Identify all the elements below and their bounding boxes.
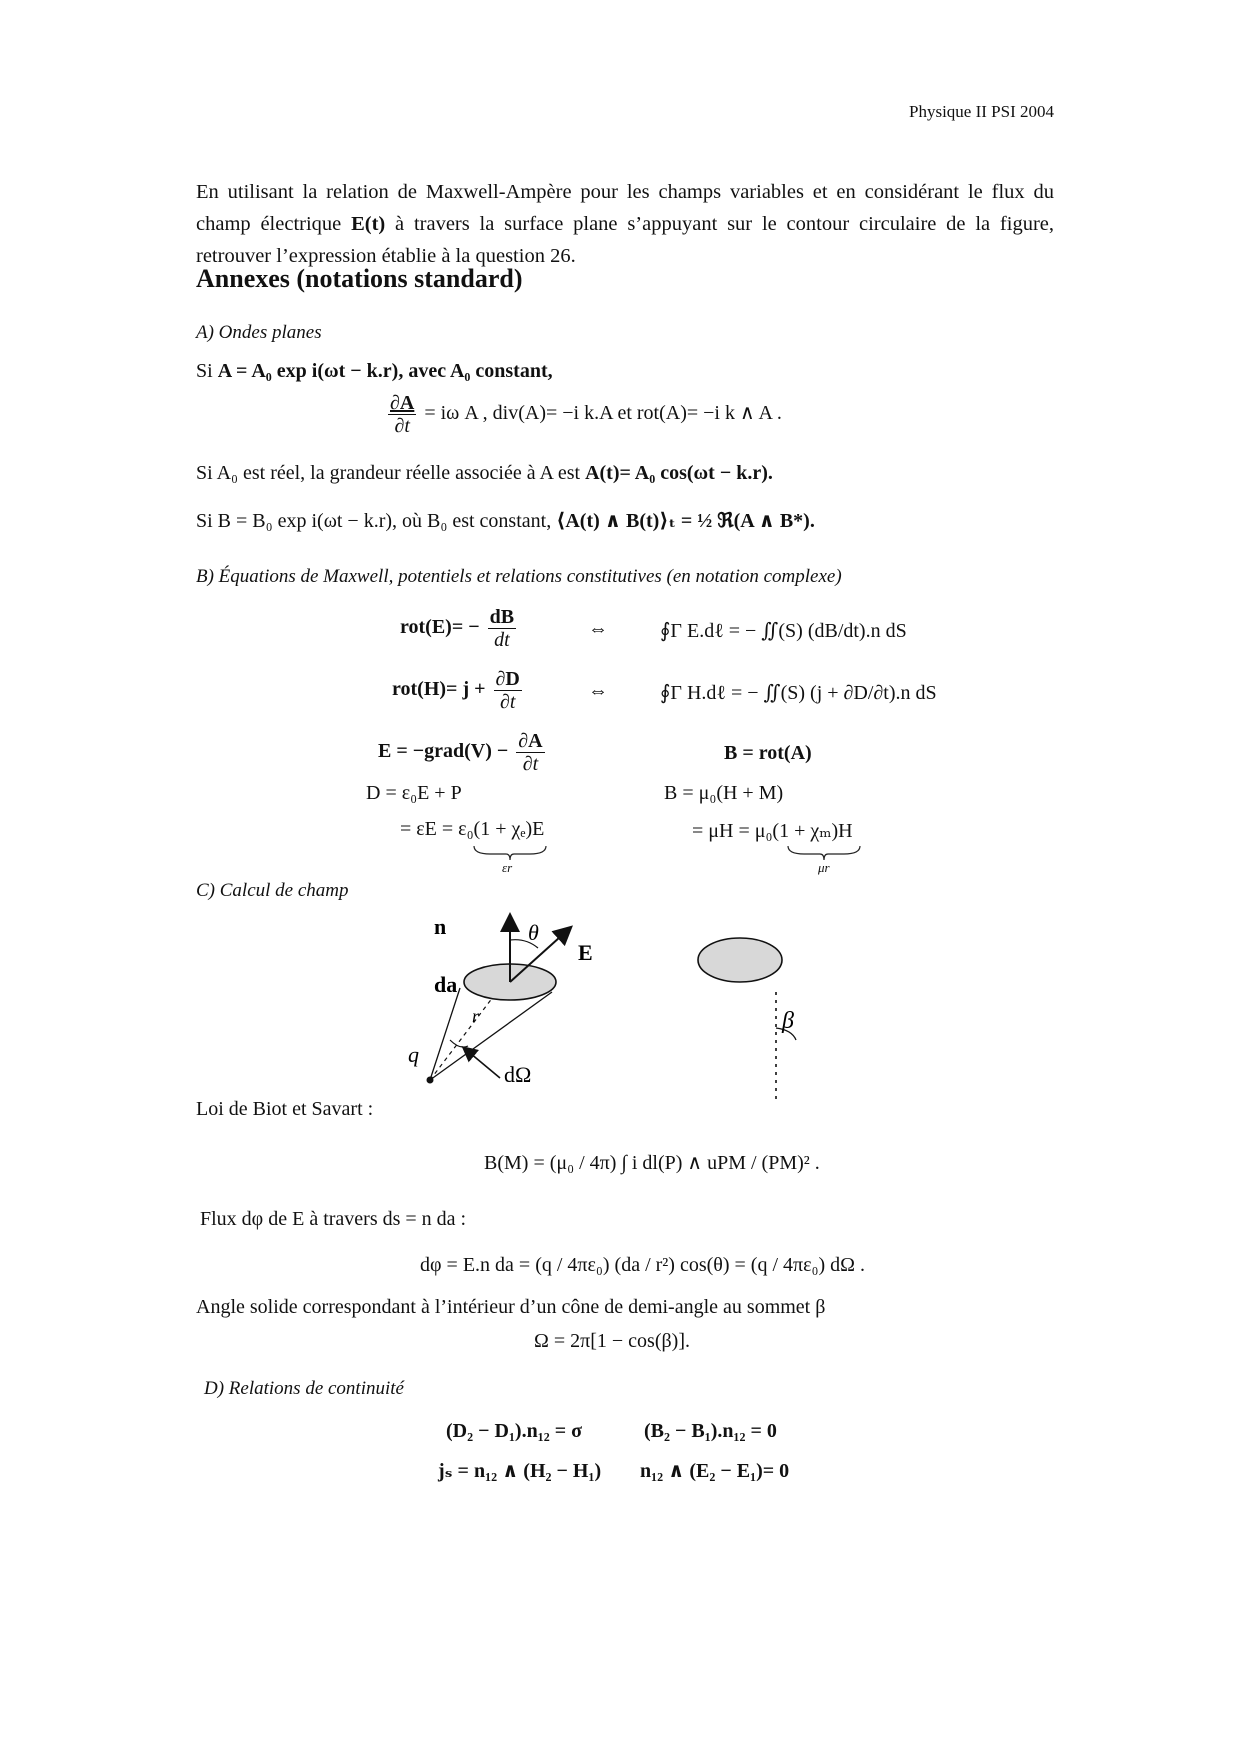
flux-title: Flux dφ de E à travers ds = n da :: [200, 1208, 467, 1230]
domega-arrow: [464, 1048, 500, 1078]
label-theta: θ: [528, 920, 539, 945]
label-r: r: [472, 1006, 480, 1026]
ondes-l1-expr: A = A₀ exp i(ωt − k.r), avec A₀ constant,: [217, 360, 553, 382]
potential-b: B = rot(A): [724, 742, 812, 764]
flux-expression: dφ = E.n da = (q / 4πε₀) (da / r²) cos(θ) = (q / 4πε₀) dΩ .: [420, 1254, 865, 1276]
mu-r-label: μr: [818, 860, 830, 875]
ondes-l1-si: Si: [196, 360, 213, 382]
dt-denominator-4: ∂t: [522, 753, 539, 775]
pot-e-left: E = −grad(V) −: [378, 740, 509, 763]
dA-numerator-2: ∂A: [518, 730, 543, 752]
dD-dt-fraction: [494, 668, 522, 713]
dt-denominator: ∂t: [394, 415, 410, 437]
charge-point: [427, 1077, 434, 1084]
constitutive-b1: B = μ₀(H + M): [664, 782, 784, 804]
biot-title: Loi de Biot et Savart :: [196, 1098, 374, 1120]
running-header: Physique II PSI 2004: [909, 102, 1054, 121]
rotE-left: rot(E)= −: [400, 616, 480, 639]
continuity-b: (B₂ − B₁).n₁₂ = 0: [644, 1420, 777, 1442]
constitutive-d2: = εE = ε₀(1 + χₑ)E: [400, 818, 545, 840]
section-d-title: D) Relations de continuité: [204, 1378, 404, 1399]
field-figure: [400, 900, 880, 1120]
maxwell-faraday-integral: ∮Γ E.dℓ = − ∬(S) (dB/dt).n dS: [660, 620, 907, 642]
section-c-title: C) Calcul de champ: [196, 880, 349, 901]
intro-field: E(t): [351, 213, 386, 235]
equiv-2: ⇔: [588, 680, 608, 702]
biot-expression: B(M) = (μ₀ / 4π) ∫ i dl(P) ∧ uPM / (PM)² .: [484, 1152, 820, 1174]
dB-numerator: dB: [489, 606, 515, 628]
solid-angle-expression: Ω = 2π[1 − cos(β)].: [534, 1330, 690, 1352]
maxwell-ampere-integral: ∮Γ H.dℓ = − ∬(S) (j + ∂D/∂t).n dS: [660, 682, 937, 704]
label-n: n: [434, 914, 447, 939]
annex-title: Annexes (notations standard): [196, 264, 523, 293]
label-q: q: [408, 1042, 419, 1067]
ondes-l4-text: Si B = B₀ exp i(ωt − k.r), où B₀ est constant,: [196, 510, 552, 532]
dA-numerator: ∂A: [390, 392, 415, 414]
circular-disk: [698, 938, 782, 982]
section-b-title: B) Équations de Maxwell, potentiels et relations constitutives (en notation complexe): [196, 566, 842, 587]
dA-dt-fraction-2: [516, 730, 544, 775]
constitutive-b2: = μH = μ₀(1 + χₘ)H: [692, 820, 853, 842]
rotH-left: rot(H)= j +: [392, 678, 486, 701]
ondes-l4-expr: ⟨A(t) ∧ B(t)⟩ₜ = ½ ℜ(A ∧ B*).: [556, 510, 815, 532]
potential-e: [378, 730, 548, 775]
label-e: E: [578, 940, 593, 965]
ondes-line1: [196, 360, 553, 383]
dt-denominator-2: dt: [494, 629, 510, 651]
ondes-l3-text: Si A₀ est réel, la grandeur réelle associée à A est: [196, 462, 581, 484]
intro-part1: En utilisant la relation de Maxwell-Ampère pour les champs variables et en considérant le flux du champ électrique: [196, 181, 1054, 235]
label-domega: dΩ: [504, 1062, 532, 1087]
dA-dt-fraction: [388, 392, 416, 437]
eps-r-label: εr: [502, 860, 513, 875]
ondes-l3-expr: A(t)= A₀ cos(ωt − k.r).: [585, 462, 773, 484]
equiv-1: ⇔: [588, 618, 608, 640]
intro-part2: à travers la surface plane s’appuyant sur le contour circulaire de la figure, retrouver l’expression établie à la question 26.: [196, 213, 1055, 267]
continuity-e: n₁₂ ∧ (E₂ − E₁)= 0: [640, 1460, 790, 1482]
maxwell-faraday-local: [400, 606, 519, 651]
intro-paragraph: [196, 176, 1054, 272]
continuity-h: jₛ = n₁₂ ∧ (H₂ − H₁): [438, 1460, 602, 1482]
maxwell-ampere-local: [392, 668, 525, 713]
section-a-title: A) Ondes planes: [196, 322, 322, 343]
ondes-l2-rest: = iω A , div(A)= −i k.A et rot(A)= −i k ∧ A .: [424, 402, 782, 425]
solid-angle-text: Angle solide correspondant à l’intérieur d’un cône de demi-angle au sommet β: [196, 1296, 826, 1318]
ondes-line3: [196, 462, 773, 485]
continuity-d: (D₂ − D₁).n₁₂ = σ: [446, 1420, 582, 1442]
dB-dt-fraction: [488, 606, 516, 651]
dt-denominator-3: ∂t: [499, 691, 516, 713]
cone-edge-right: [430, 992, 552, 1080]
constitutive-d1: D = ε₀E + P: [366, 782, 462, 804]
ondes-line4: [196, 508, 815, 533]
ondes-line2: [385, 392, 782, 437]
cone-edge-left: [430, 988, 460, 1080]
label-da: da: [434, 972, 458, 997]
dD-numerator: ∂D: [495, 668, 520, 690]
label-beta: β: [782, 1008, 794, 1034]
